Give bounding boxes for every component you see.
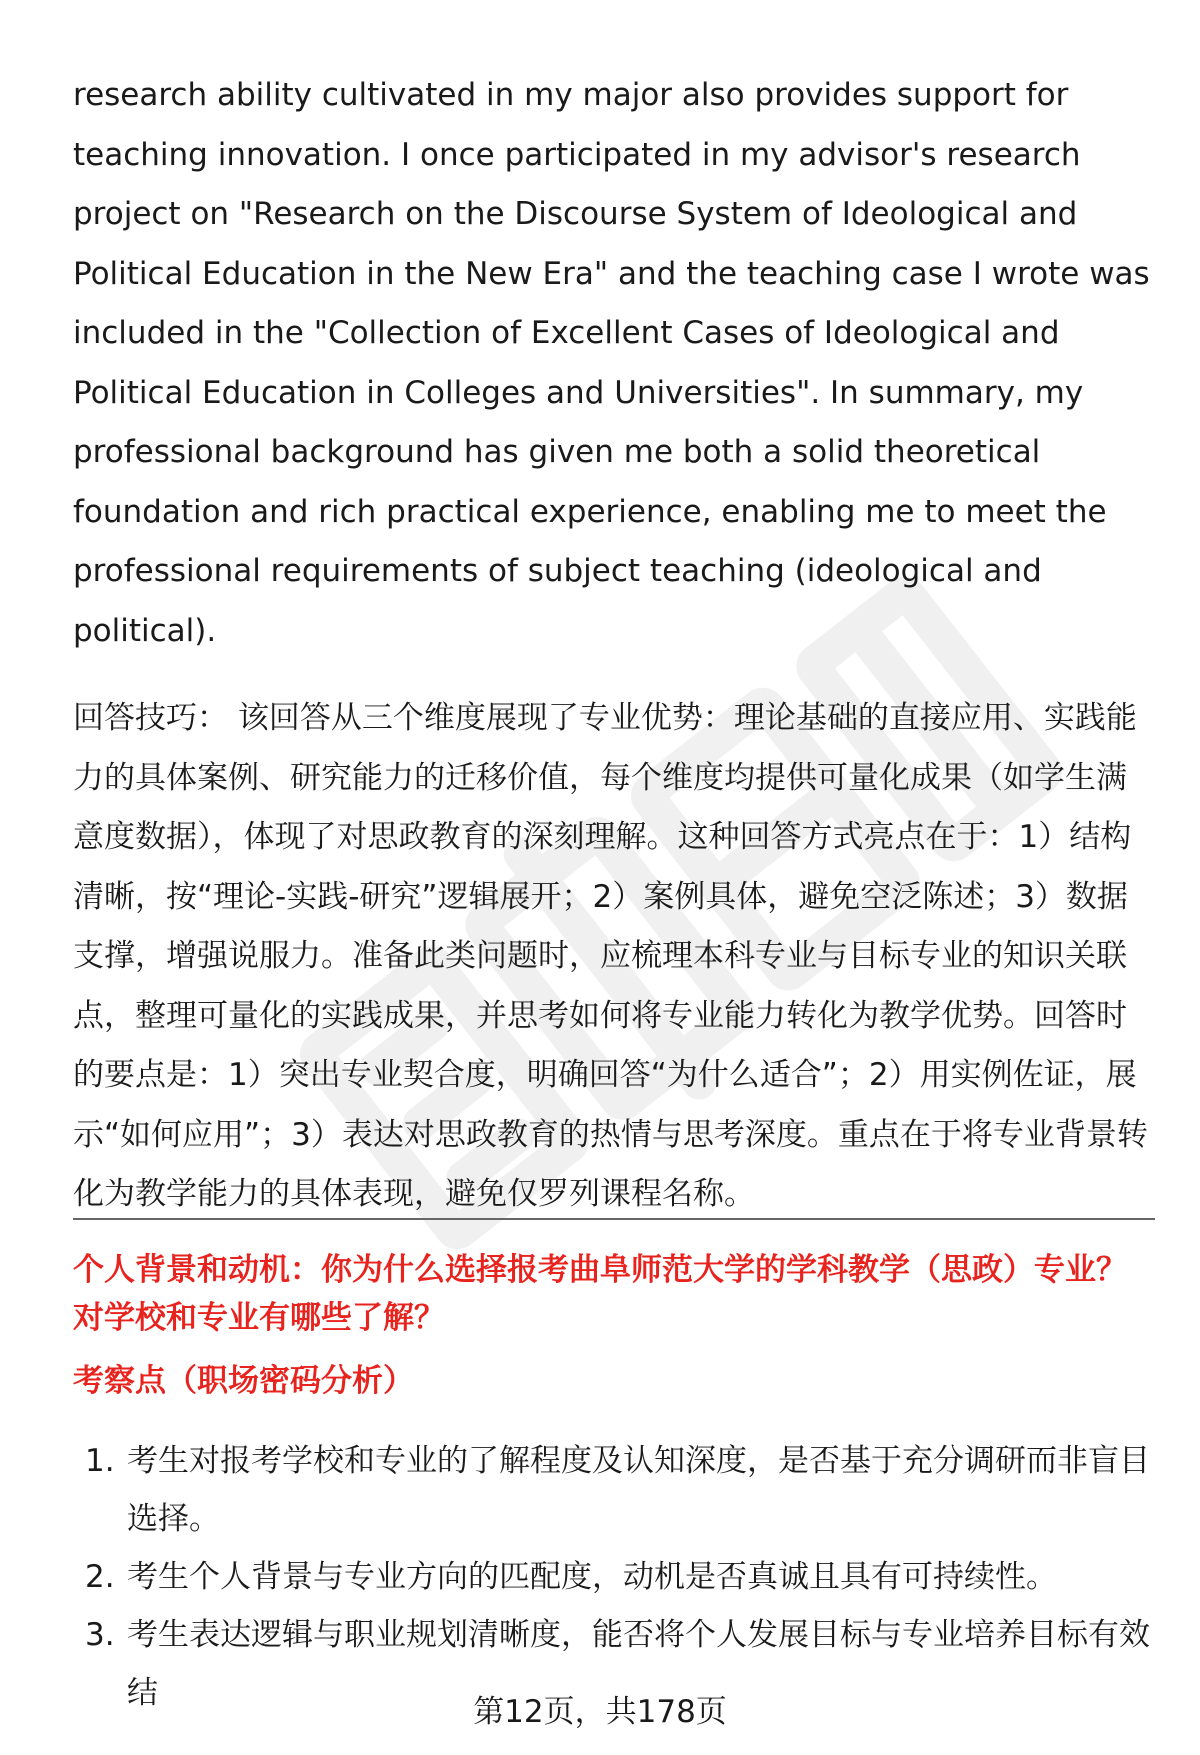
answer-paragraph: research ability cultivated in my major also provides support for teaching innovation. I once participated in my advisor's research project on "Research on the Discourse System of Ideological and Political Education in the New Era" and the teaching case I wrote was included in the "Collection of Excellent Cases of Ideological and Political Education in Colleges and Universities". In summary, my professional background has given me both a solid theoretical foundation and rich practical experience, enabling me to meet the professional requirements of subject teaching (ideological and political). [73,77,1150,649]
assessment-points-list [73,1432,1155,1722]
list-item-text: 考生个人背景与专业方向的匹配度，动机是否真诚且具有可持续性。 [127,1559,1057,1595]
list-item-text: 考生对报考学校和专业的了解程度及认知深度，是否基于充分调研而非盲目选择。 [127,1443,1150,1537]
page-number-footer: 第12页，共178页 [473,1694,727,1730]
list-item [73,1548,1155,1606]
list-item-text: 考生表达逻辑与职业规划清晰度，能否将个人发展目标与专业培养目标有效结 [127,1617,1150,1711]
list-item-number: 3. [85,1617,115,1653]
answer-tip-paragraph: 回答技巧： 该回答从三个维度展现了专业优势：理论基础的直接应用、实践能力的具体案例、研究能力的迁移价值，每个维度均提供可量化成果（如学生满意度数据），体现了对思政教育的深刻理解。这种回答方式亮点在于：1）结构清晰，按“理论-实践-研究”逻辑展开；2）案例具体，避免空泛陈述；3）数据支撑，增强说服力。准备此类问题时，应梳理本科专业与目标专业的知识关联点，整理可量化的实践成果，并思考如何将专业能力转化为教学优势。回答时的要点是：1）突出专业契合度，明确回答“为什么适合”；2）用实例佐证，展示“如何应用”；3）表达对思政教育的热情与思考深度。重点在于将专业背景转化为教学能力的具体表现，避免仅罗列课程名称。 [73,700,1148,1212]
question-heading: 个人背景和动机：你为什么选择报考曲阜师范大学的学科教学（思政）专业？对学校和专业有哪些了解？ [73,1252,1127,1336]
list-item [73,1432,1155,1548]
list-item-number: 1. [85,1443,115,1479]
page-body [73,66,1155,1225]
list-item-number: 2. [85,1559,115,1595]
assessment-subheading: 考察点（职场密码分析） [73,1363,414,1399]
section-divider [73,1218,1155,1220]
